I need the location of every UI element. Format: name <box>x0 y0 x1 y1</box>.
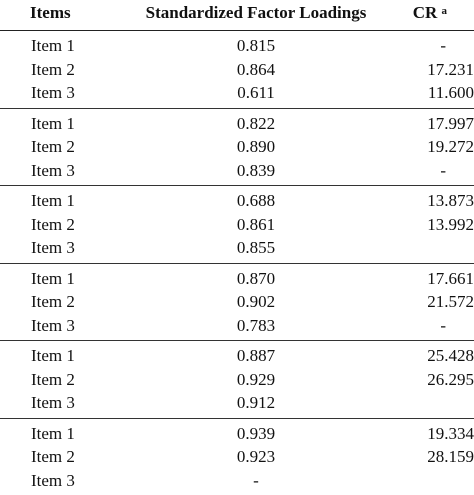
cr-cell <box>354 34 474 58</box>
loading-cell: 0.890 <box>0 135 474 159</box>
table-row <box>0 135 474 159</box>
item-cell: Item 3 <box>31 236 75 260</box>
cr-cell <box>354 314 474 338</box>
row-group <box>0 109 474 186</box>
item-cell: Item 1 <box>31 189 75 213</box>
cr-value: 11.600 <box>428 81 474 105</box>
item-cell: Item 1 <box>31 344 75 368</box>
cr-value: 26.295 <box>427 368 474 392</box>
loading-cell: 0.929 <box>0 368 474 392</box>
cr-value: 13.992 <box>427 213 474 237</box>
loading-cell: 0.611 <box>0 81 474 105</box>
table-row <box>0 159 474 183</box>
loading-cell: 0.783 <box>0 314 474 338</box>
loading-cell: 0.902 <box>0 290 474 314</box>
cr-cell <box>354 267 474 291</box>
cr-cell <box>354 391 474 415</box>
cr-cell <box>354 81 474 105</box>
item-cell: Item 1 <box>31 34 75 58</box>
item-cell: Item 1 <box>31 112 75 136</box>
cr-cell <box>354 445 474 469</box>
cr-value: 19.272 <box>427 135 474 159</box>
cr-value: 25.428 <box>427 344 474 368</box>
loading-cell: 0.815 <box>0 34 474 58</box>
cr-value: 17.231 <box>427 58 474 82</box>
item-cell: Item 3 <box>31 391 75 415</box>
loading-cell: 0.822 <box>0 112 474 136</box>
cr-header-footnote-mark: a <box>442 5 448 17</box>
table-row <box>0 469 474 493</box>
loading-cell: 0.912 <box>0 391 474 415</box>
cr-value: 13.873 <box>427 189 474 213</box>
cr-value: 17.997 <box>427 112 474 136</box>
table-row <box>0 445 474 469</box>
table-row <box>0 81 474 105</box>
loading-cell: 0.688 <box>0 189 474 213</box>
table-row <box>0 189 474 213</box>
table-row <box>0 391 474 415</box>
item-cell: Item 3 <box>31 469 75 493</box>
table-row <box>0 267 474 291</box>
cr-cell <box>354 422 474 446</box>
cr-value: 17.661 <box>427 267 474 291</box>
table-body <box>0 30 474 495</box>
item-cell: Item 3 <box>31 159 75 183</box>
loadings-column-header: Standardized Factor Loadings <box>0 3 474 23</box>
item-cell: Item 2 <box>31 213 75 237</box>
cr-cell <box>354 344 474 368</box>
cr-value: - <box>436 314 474 338</box>
item-cell: Item 2 <box>31 135 75 159</box>
cr-column-header <box>413 3 447 23</box>
cr-cell <box>354 469 474 493</box>
loading-cell: 0.861 <box>0 213 474 237</box>
loading-cell: 0.864 <box>0 58 474 82</box>
table-row <box>0 58 474 82</box>
loading-cell: 0.855 <box>0 236 474 260</box>
item-cell: Item 3 <box>31 81 75 105</box>
table-row <box>0 344 474 368</box>
table-row <box>0 213 474 237</box>
loading-cell: 0.870 <box>0 267 474 291</box>
cr-header-label: CR <box>413 3 438 22</box>
loading-cell: 0.839 <box>0 159 474 183</box>
item-cell: Item 3 <box>31 314 75 338</box>
cr-value: - <box>436 34 474 58</box>
cr-cell <box>354 58 474 82</box>
cr-value: 21.572 <box>427 290 474 314</box>
row-group <box>0 341 474 418</box>
table-row <box>0 422 474 446</box>
item-cell: Item 2 <box>31 58 75 82</box>
row-group <box>0 419 474 495</box>
cr-cell <box>354 159 474 183</box>
cr-value: 28.159 <box>427 445 474 469</box>
table-row <box>0 290 474 314</box>
loading-cell: 0.923 <box>0 445 474 469</box>
table-row <box>0 314 474 338</box>
item-cell: Item 1 <box>31 422 75 446</box>
table-row <box>0 34 474 58</box>
cr-value: - <box>436 159 474 183</box>
table-row <box>0 368 474 392</box>
item-cell: Item 2 <box>31 290 75 314</box>
table-header <box>0 0 474 30</box>
cr-cell <box>354 112 474 136</box>
item-cell: Item 2 <box>31 368 75 392</box>
cr-cell <box>354 290 474 314</box>
table-row <box>0 112 474 136</box>
cr-cell <box>354 135 474 159</box>
cr-cell <box>354 236 474 260</box>
cr-cell <box>354 189 474 213</box>
cr-value: 19.334 <box>427 422 474 446</box>
item-cell: Item 1 <box>31 267 75 291</box>
loading-cell: - <box>0 469 474 493</box>
loading-cell: 0.887 <box>0 344 474 368</box>
loading-cell: 0.939 <box>0 422 474 446</box>
row-group <box>0 186 474 263</box>
row-group <box>0 31 474 108</box>
cr-cell <box>354 213 474 237</box>
cr-cell <box>354 368 474 392</box>
table-row <box>0 236 474 260</box>
items-column-header: Items <box>30 3 71 23</box>
row-group <box>0 264 474 341</box>
item-cell: Item 2 <box>31 445 75 469</box>
